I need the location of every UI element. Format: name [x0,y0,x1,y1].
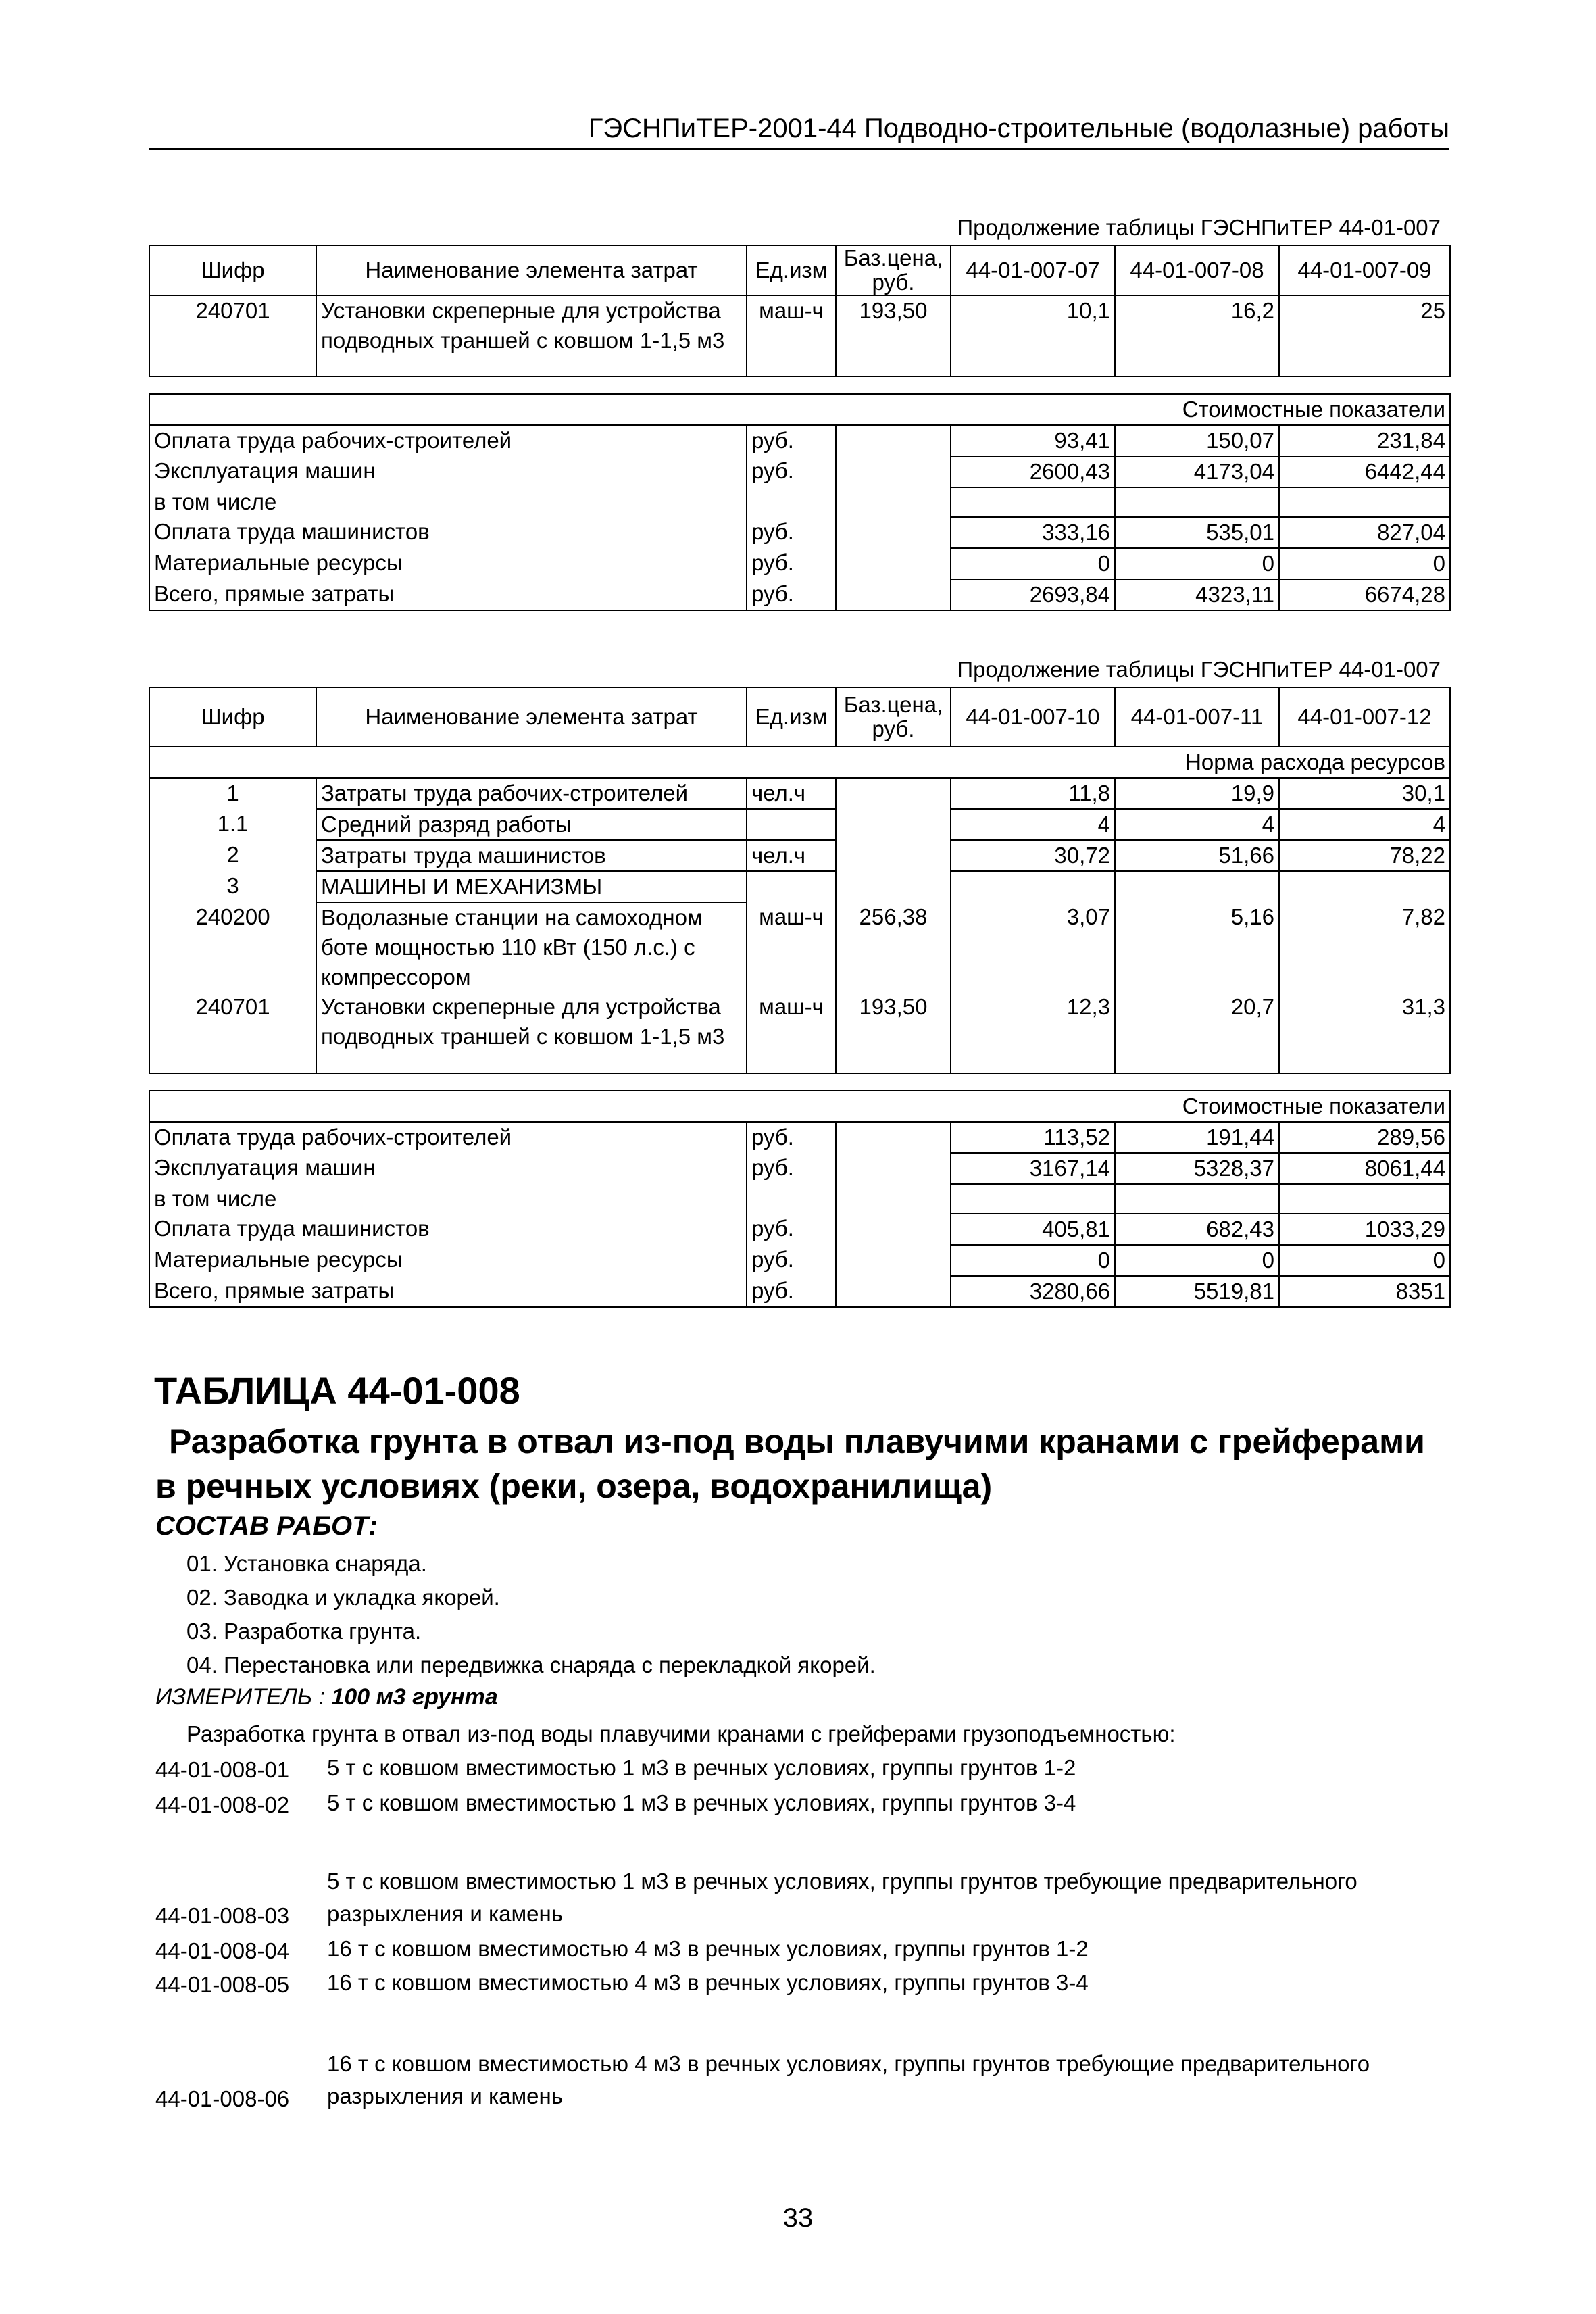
row-value-2: 5,16 [1115,902,1279,992]
cost-row [149,548,1450,579]
row-code: 1.1 [149,809,316,840]
cost-value-2: 5328,37 [1115,1153,1279,1184]
table2-header-row [149,687,1450,747]
cost-price [836,1184,951,1214]
row-value-2: 4 [1115,809,1279,840]
cost-row [149,1245,1450,1276]
cost-value-1: 113,52 [951,1122,1115,1153]
meter-line [155,1684,498,1710]
row-price: 193,50 [836,992,951,1073]
row-price [836,778,951,809]
cost-value-1: 93,41 [951,425,1115,456]
cost-value-1 [951,487,1115,517]
cost-value-3 [1279,1184,1450,1214]
cost-value-3: 827,04 [1279,517,1450,548]
cost-value-1: 333,16 [951,517,1115,548]
row-unit [747,871,836,902]
cost-value-3: 0 [1279,1245,1450,1276]
header-price: Баз.цена, руб. [836,687,951,747]
cost-row [149,425,1450,456]
cost-price [836,1214,951,1245]
cost-row [149,579,1450,610]
cost-unit: руб. [747,425,836,456]
cost-value-1: 3167,14 [951,1153,1115,1184]
cost-unit: руб. [747,517,836,548]
row-price: 256,38 [836,902,951,992]
section-subtitle: Разработка грунта в отвал из-под воды плавучими кранами с грейферами в речных условиях (реки, озера, водохранилища) [155,1423,1425,1505]
cost-value-2: 191,44 [1115,1122,1279,1153]
cost-value-3: 8061,44 [1279,1153,1450,1184]
row-value-2: 20,7 [1115,992,1279,1073]
items-intro: Разработка грунта в отвал из-под воды плавучими кранами с грейферами грузоподъемностью: [186,1721,1176,1746]
header-col1: 44-01-007-07 [951,245,1115,295]
cost-value-1 [951,1184,1115,1214]
cost-price [836,425,951,456]
row-value-3: 31,3 [1279,992,1450,1073]
row-name: МАШИНЫ И МЕХАНИЗМЫ [316,871,747,902]
row-name: Водолазные станции на самоходном боте мощностью 110 кВт (150 л.с.) с компрессором [316,902,747,992]
row-name: Установки скреперные для устройства подводных траншей с ковшом 1-1,5 м3 [316,992,747,1073]
cost-unit: руб. [747,1122,836,1153]
cost-row [149,456,1450,487]
cost-row [149,487,1450,517]
table-row [149,809,1450,840]
item-description: 5 т с ковшом вместимостью 1 м3 в речных условиях, группы грунтов требующие предварительного [327,1869,1357,1894]
norm-band-row [149,747,1450,778]
cost-value-2: 682,43 [1115,1214,1279,1245]
row-name: Установки скреперные для устройства подводных траншей с ковшом 1-1,5 м3 [316,295,747,376]
table-spacer [149,376,1450,394]
row-value-3: 78,22 [1279,840,1450,871]
cost-name: Оплата труда машинистов [149,1214,747,1245]
row-price [836,809,951,840]
table2 [149,687,1451,1308]
item-code: 44-01-008-06 [155,2086,290,2111]
cost-row [149,1184,1450,1214]
cost-value-1: 3280,66 [951,1276,1115,1307]
row-code: 240701 [149,992,316,1073]
item-description: 16 т с ковшом вместимостью 4 м3 в речных условиях, группы грунтов 1-2 [327,1936,1089,1961]
table-spacer [149,1073,1450,1091]
item-code: 44-01-008-01 [155,1757,290,1782]
header-name: Наименование элемента затрат [316,245,747,295]
row-price: 193,50 [836,295,951,376]
table2-continuation: Продолжение таблицы ГЭСНПиТЕР 44-01-007 [957,657,1441,682]
cost-value-1: 2600,43 [951,456,1115,487]
running-header: ГЭСНПиТЕР-2001-44 Подводно-строительные (водолазные) работы [149,114,1449,150]
cost-value-2: 0 [1115,548,1279,579]
item-code: 44-01-008-02 [155,1792,290,1817]
cost-name: Всего, прямые затраты [149,579,747,610]
cost-unit [747,1184,836,1214]
cost-name: Оплата труда машинистов [149,517,747,548]
cost-value-2: 535,01 [1115,517,1279,548]
cost-name: Эксплуатация машин [149,1153,747,1184]
item-code: 44-01-008-04 [155,1938,290,1963]
item-description: 16 т с ковшом вместимостью 4 м3 в речных условиях, группы грунтов требующие предварительного [327,2051,1370,2076]
cost-value-2: 150,07 [1115,425,1279,456]
cost-price [836,456,951,487]
header-code: Шифр [149,687,316,747]
row-unit: маш-ч [747,992,836,1073]
row-code: 1 [149,778,316,809]
cost-value-3: 6442,44 [1279,456,1450,487]
cost-unit: руб. [747,548,836,579]
row-code: 2 [149,840,316,871]
row-value-1: 11,8 [951,778,1115,809]
cost-value-2 [1115,1184,1279,1214]
row-name: Средний разряд работы [316,809,747,840]
composition-heading: СОСТАВ РАБОТ: [155,1511,378,1541]
cost-band-row [149,394,1450,425]
cost-unit: руб. [747,1214,836,1245]
cost-row [149,1276,1450,1307]
cost-value-1: 0 [951,1245,1115,1276]
cost-unit: руб. [747,1153,836,1184]
row-code: 240701 [149,295,316,376]
cost-row [149,1122,1450,1153]
row-unit [747,809,836,840]
row-value-3 [1279,871,1450,902]
cost-value-3: 1033,29 [1279,1214,1450,1245]
row-value-2: 51,66 [1115,840,1279,871]
row-value-2: 16,2 [1115,295,1279,376]
cost-price [836,1245,951,1276]
cost-band-row [149,1091,1450,1122]
table1-header-row [149,245,1450,295]
cost-value-3: 231,84 [1279,425,1450,456]
cost-value-3: 289,56 [1279,1122,1450,1153]
section-title: ТАБЛИЦА 44-01-008 [154,1369,520,1412]
cost-name: Материальные ресурсы [149,548,747,579]
row-value-3: 25 [1279,295,1450,376]
row-price [836,840,951,871]
cost-value-1: 405,81 [951,1214,1115,1245]
cost-price [836,1153,951,1184]
row-unit: чел.ч [747,840,836,871]
cost-row [149,1214,1450,1245]
row-code: 240200 [149,902,316,992]
table1 [149,245,1451,611]
item-description: 16 т с ковшом вместимостью 4 м3 в речных условиях, группы грунтов 3-4 [327,1970,1089,1995]
cost-name: в том числе [149,487,747,517]
cost-name: в том числе [149,1184,747,1214]
cost-price [836,548,951,579]
row-unit: маш-ч [747,902,836,992]
cost-value-2: 4173,04 [1115,456,1279,487]
row-value-3: 7,82 [1279,902,1450,992]
meter-label: ИЗМЕРИТЕЛЬ : [155,1684,325,1710]
cost-value-2: 4323,11 [1115,579,1279,610]
meter-value: 100 м3 грунта [331,1684,498,1710]
item-description-line2: разрыхления и камень [327,2084,563,2109]
cost-price [836,1276,951,1307]
row-value-1: 4 [951,809,1115,840]
row-name: Затраты труда рабочих-строителей [316,778,747,809]
item-code: 44-01-008-05 [155,1972,290,1997]
cost-value-3: 6674,28 [1279,579,1450,610]
header-col3: 44-01-007-09 [1279,245,1450,295]
cost-value-1: 0 [951,548,1115,579]
cost-name: Оплата труда рабочих-строителей [149,425,747,456]
row-unit: чел.ч [747,778,836,809]
cost-value-2: 0 [1115,1245,1279,1276]
cost-value-3: 8351 [1279,1276,1450,1307]
row-price [836,871,951,902]
cost-name: Всего, прямые затраты [149,1276,747,1307]
table1-continuation: Продолжение таблицы ГЭСНПиТЕР 44-01-007 [957,215,1441,240]
cost-row [149,517,1450,548]
item-description: 5 т с ковшом вместимостью 1 м3 в речных условиях, группы грунтов 3-4 [327,1790,1076,1815]
header-name: Наименование элемента затрат [316,687,747,747]
cost-value-1: 2693,84 [951,579,1115,610]
page-number: 33 [782,2203,814,2233]
header-col3: 44-01-007-12 [1279,687,1450,747]
row-value-2 [1115,871,1279,902]
cost-value-3 [1279,487,1450,517]
row-value-3: 30,1 [1279,778,1450,809]
header-price: Баз.цена, руб. [836,245,951,295]
cost-value-3: 0 [1279,548,1450,579]
row-value-2: 19,9 [1115,778,1279,809]
cost-name: Эксплуатация машин [149,456,747,487]
header-unit: Ед.изм [747,245,836,295]
row-value-1: 12,3 [951,992,1115,1073]
composition-item: 01. Установка снаряда. [186,1551,427,1576]
header-code: Шифр [149,245,316,295]
cost-price [836,487,951,517]
table-row [149,295,1450,376]
cost-price [836,517,951,548]
header-unit: Ед.изм [747,687,836,747]
row-name: Затраты труда машинистов [316,840,747,871]
table-row [149,902,1450,992]
cost-value-2: 5519,81 [1115,1276,1279,1307]
row-value-1: 10,1 [951,295,1115,376]
header-col1: 44-01-007-10 [951,687,1115,747]
cost-unit: руб. [747,1276,836,1307]
header-col2: 44-01-007-08 [1115,245,1279,295]
cost-unit: руб. [747,456,836,487]
item-description-line2: разрыхления и камень [327,1901,563,1926]
row-code: 3 [149,871,316,902]
cost-band-label: Стоимостные показатели [149,1091,1450,1122]
row-value-1: 30,72 [951,840,1115,871]
cost-price [836,1122,951,1153]
table-row [149,778,1450,809]
cost-band-label: Стоимостные показатели [149,394,1450,425]
cost-unit: руб. [747,579,836,610]
row-unit: маш-ч [747,295,836,376]
header-col2: 44-01-007-11 [1115,687,1279,747]
cost-unit [747,487,836,517]
norm-band-label: Норма расхода ресурсов [149,747,1450,778]
cost-name: Материальные ресурсы [149,1245,747,1276]
composition-item: 02. Заводка и укладка якорей. [186,1585,500,1610]
row-value-1 [951,871,1115,902]
item-code: 44-01-008-03 [155,1903,290,1928]
cost-value-2 [1115,487,1279,517]
row-value-3: 4 [1279,809,1450,840]
table-row [149,840,1450,871]
cost-price [836,579,951,610]
table-row [149,992,1450,1073]
composition-item: 03. Разработка грунта. [186,1619,422,1644]
item-description: 5 т с ковшом вместимостью 1 м3 в речных условиях, группы грунтов 1-2 [327,1755,1076,1780]
cost-name: Оплата труда рабочих-строителей [149,1122,747,1153]
cost-unit: руб. [747,1245,836,1276]
cost-row [149,1153,1450,1184]
row-value-1: 3,07 [951,902,1115,992]
composition-item: 04. Перестановка или передвижка снаряда с перекладкой якорей. [186,1652,876,1677]
table-row [149,871,1450,902]
